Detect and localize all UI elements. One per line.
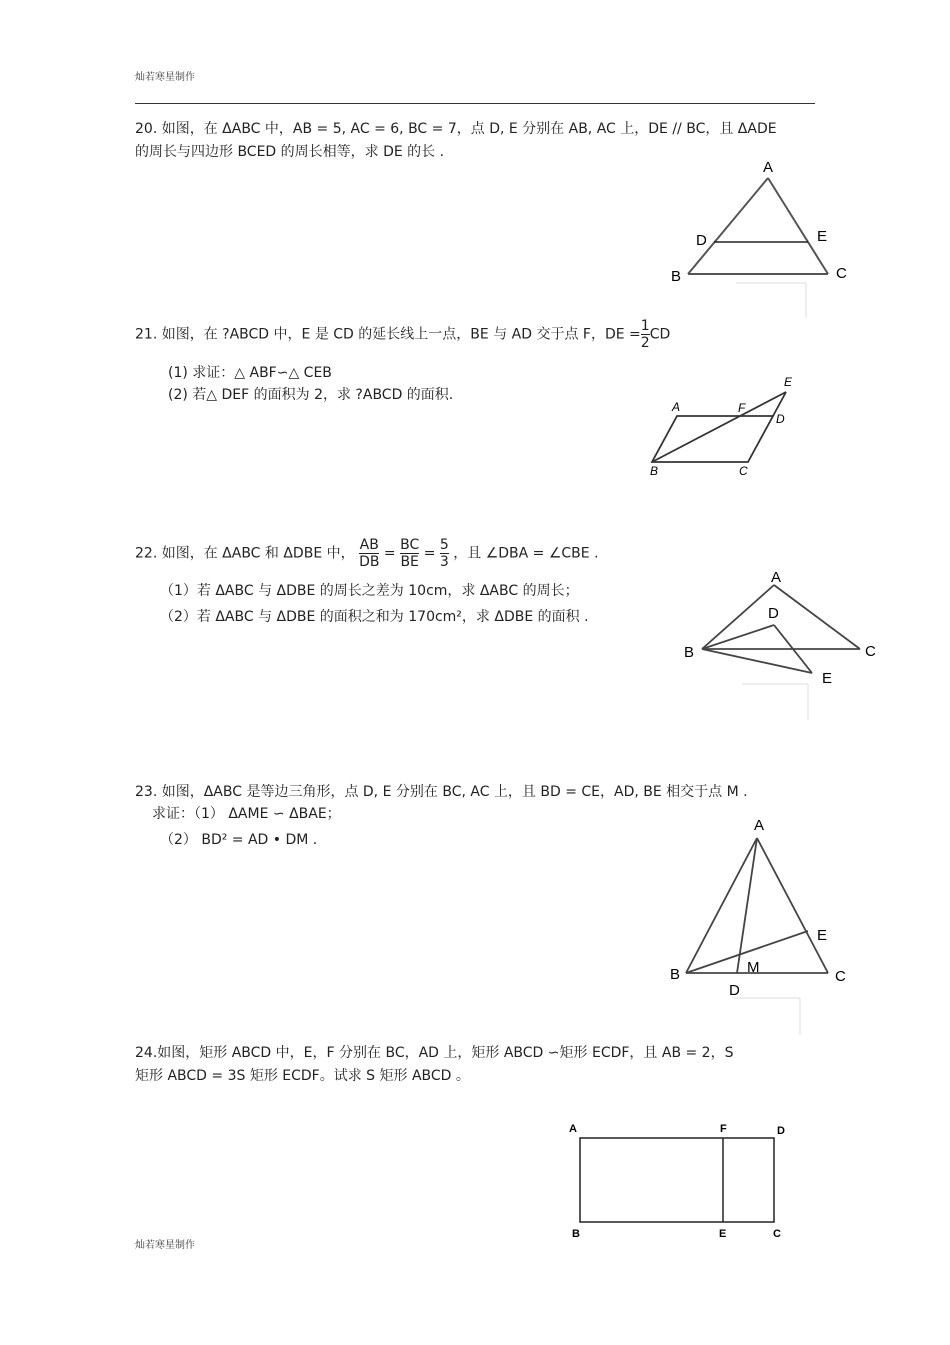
problem-21-text-post: CD: [649, 326, 671, 343]
segment-ac: [757, 838, 828, 973]
rectangle-abcd: [580, 1138, 774, 1222]
label-a: A: [771, 569, 782, 586]
equals-sign: =: [383, 545, 396, 562]
fraction-denominator: 2: [640, 335, 650, 351]
problem-24-line-2: 矩形 ABCD = 3S 矩形 ECDF。试求 S 矩形 ABCD 。: [135, 1068, 470, 1084]
label-d: D: [729, 982, 740, 999]
label-d: D: [777, 1125, 785, 1137]
fraction-denominator: DB: [359, 554, 380, 570]
fraction-ab-db: [359, 537, 379, 570]
label-c: C: [739, 464, 748, 478]
segment-ab: [688, 178, 768, 274]
problem-22-text-post: ，且 ∠DBA = ∠CBE .: [453, 545, 599, 562]
fraction-one-half: [641, 318, 650, 351]
label-b: B: [650, 464, 659, 478]
problem-23-figure: [660, 810, 860, 1038]
problem-24-line-1: 24.如图，矩形 ABCD 中，E，F 分别在 BC，AD 上，矩形 ABCD ∽矩形 ECDF，且 AB = 2，S: [135, 1045, 734, 1061]
label-b: B: [670, 966, 681, 983]
problem-23-line-1: 23. 如图，ΔABC 是等边三角形，点 D, E 分别在 BC, AC 上，且 BD = CE，AD, BE 相交于点 M .: [135, 784, 748, 800]
fraction-five-thirds: [440, 537, 449, 570]
problem-23-line-3: （2） BD² = AD • DM .: [160, 832, 318, 848]
label-a: A: [754, 817, 765, 834]
label-d: D: [768, 605, 779, 622]
problem-22-line-1: [135, 537, 599, 570]
label-e: E: [817, 228, 828, 245]
equals-sign: =: [423, 545, 436, 562]
problem-20-figure: [660, 150, 860, 325]
problem-20-line-1: 20. 如图，在 ΔABC 中，AB = 5, AC = 6, BC = 7，点 D, E 分别在 AB, AC 上，DE // BC，且 ΔADE: [135, 121, 777, 137]
problem-23-line-2: 求证：（1） ΔAME ∽ ΔBAE；: [152, 806, 341, 822]
parallelogram-abcd: [652, 416, 773, 462]
problem-22-figure: [670, 563, 885, 723]
fraction-bc-be: [400, 537, 419, 570]
problem-21-text-pre: 21. 如图，在 ?ABCD 中，E 是 CD 的延长线上一点，BE 与 AD 交于点 F，DE =: [135, 326, 641, 343]
label-f: F: [738, 401, 746, 415]
label-e: E: [822, 670, 833, 687]
problem-24-figure: [560, 1118, 800, 1243]
fraction-numerator: 1: [640, 318, 650, 334]
problem-20-line-2: 的周长与四边形 BCED 的周长相等，求 DE 的长 .: [135, 144, 445, 160]
page-header: 灿若寒星制作: [135, 72, 195, 83]
segment-ab: [702, 585, 774, 649]
label-d: D: [696, 232, 707, 249]
label-c: C: [836, 265, 847, 282]
label-c: C: [835, 968, 846, 985]
problem-22-text-pre: 22. 如图，在 ΔABC 和 ΔDBE 中，: [135, 545, 355, 562]
label-b: B: [671, 268, 682, 285]
segment-bd: [702, 625, 774, 649]
segment-ac: [774, 585, 860, 649]
fraction-numerator: AB: [359, 537, 379, 553]
problem-21-figure: [640, 370, 810, 482]
problem-21-sub-1: (1) 求证：△ ABF∽△ CEB: [168, 365, 332, 381]
label-c: C: [773, 1228, 781, 1240]
label-a: A: [763, 159, 774, 176]
fraction-denominator: 3: [439, 554, 449, 570]
label-m: M: [747, 959, 760, 976]
label-a: A: [672, 400, 681, 414]
label-b: B: [684, 644, 695, 661]
label-e: E: [817, 927, 828, 944]
problem-21-line-1: [135, 318, 670, 351]
problem-21-sub-2: (2) 若△ DEF 的面积为 2，求 ?ABCD 的面积.: [168, 387, 454, 403]
page-footer: 灿若寒星制作: [135, 1240, 195, 1251]
fraction-numerator: 5: [439, 537, 449, 553]
label-e: E: [784, 375, 793, 389]
label-b: B: [572, 1228, 580, 1240]
problem-22-sub-2: （2）若 ΔABC 与 ΔDBE 的面积之和为 170cm²，求 ΔDBE 的面积 .: [160, 609, 589, 625]
fraction-denominator: BE: [400, 554, 419, 570]
header-rule: [135, 103, 815, 104]
label-d: D: [776, 412, 785, 426]
label-e: E: [719, 1228, 727, 1240]
fraction-numerator: BC: [400, 537, 420, 553]
problem-22-sub-1: （1）若 ΔABC 与 ΔDBE 的周长之差为 10cm，求 ΔABC 的周长；: [160, 583, 579, 599]
segment-ac: [768, 178, 828, 274]
label-c: C: [865, 643, 876, 660]
label-f: F: [720, 1123, 727, 1135]
label-a: A: [569, 1123, 577, 1135]
